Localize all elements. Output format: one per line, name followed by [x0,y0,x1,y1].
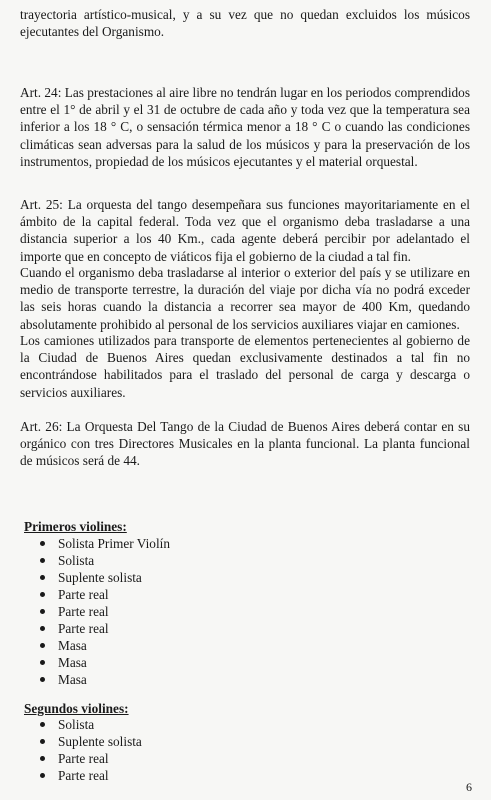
list-item [40,603,170,620]
bullet-icon [40,722,45,727]
list-item-label: Parte real [58,587,109,602]
list-item-label: Parte real [58,768,109,783]
paragraph-art-26: Art. 26: La Orquesta Del Tango de la Ciudad de Buenos Aires deberá contar en su orgánico con tres Directores Musicales en la planta funcional. La planta funcional de músicos será de 44. [20,419,470,469]
list-item-label: Solista [58,717,95,732]
list-item-label: Parte real [58,621,109,636]
heading-primeros-violines: Primeros violines: [24,519,127,534]
bullet-icon [40,643,45,648]
list-item [40,733,142,750]
list-item [40,535,170,552]
list-item [40,637,170,654]
bullet-icon [40,609,45,614]
list-segundos-violines [40,716,142,784]
bullet-icon [40,575,45,580]
bullet-icon [40,592,45,597]
list-item [40,671,170,688]
list-item [40,767,142,784]
list-item-label: Masa [58,655,87,670]
paragraph-intro: trayectoria artístico-musical, y a su vez que no quedan excluidos los músicos ejecutantes del Organismo. [20,7,470,40]
list-item [40,552,170,569]
bullet-icon [40,773,45,778]
heading-segundos-violines: Segundos violines: [24,701,129,716]
list-item-label: Suplente solista [58,570,142,585]
list-item [40,569,170,586]
bullet-icon [40,677,45,682]
bullet-icon [40,626,45,631]
paragraph-art-25-transport: Cuando el organismo deba trasladarse al interior o exterior del país y se utilizare en medio de transporte terrestre, la duración del viaje por dicha vía no podrá exceder las seis horas cuando la distancia a recorrer sea mayor de 400 Km, quedando absolutamente prohibido al personal de los servicios auxiliares viajar en camiones. [20,265,470,332]
bullet-icon [40,660,45,665]
list-item-label: Parte real [58,751,109,766]
list-item [40,620,170,637]
bullet-icon [40,756,45,761]
list-item [40,750,142,767]
paragraph-art-25: Art. 25: La orquesta del tango desempeñara sus funciones mayoritariamente en el ámbito de la capital federal. Toda vez que el organismo deba trasladarse a una distancia superior a los 40 Km., cada agente deberá percibir por adelantado el importe que en concepto de viáticos fija el gobierno de la ciudad a tal fin. [20,197,470,264]
paragraph-art-25-camiones: Los camiones utilizados para transporte de elementos pertenecientes al gobierno de la Ciudad de Buenos Aires quedan exclusivamente destinados a tal fin no encontrándose habilitados para el traslado del personal de carga y descarga o servicios auxiliares. [20,333,470,400]
list-item-label: Solista [58,553,95,568]
list-item-label: Masa [58,638,87,653]
bullet-icon [40,739,45,744]
list-item-label: Suplente solista [58,734,142,749]
paragraph-art-24: Art. 24: Las prestaciones al aire libre no tendrán lugar en los periodos comprendidos entre el 1° de abril y el 31 de octubre de cada año y toda vez que la temperatura sea inferior a los 18 ° C, o sensación térmica menor a 18 ° C o cuando las condiciones climáticas sean adversas para la salud de los músicos y para la preservación de los instrumentos, propiedad de los músicos ejecutantes y el material orquestal. [20,85,470,169]
list-primeros-violines [40,535,170,688]
bullet-icon [40,558,45,563]
list-item [40,586,170,603]
list-item [40,654,170,671]
list-item-label: Solista Primer Violín [58,536,170,551]
list-item-label: Parte real [58,604,109,619]
list-item-label: Masa [58,672,87,687]
page-number: 6 [466,780,472,794]
bullet-icon [40,541,45,546]
list-item [40,716,142,733]
